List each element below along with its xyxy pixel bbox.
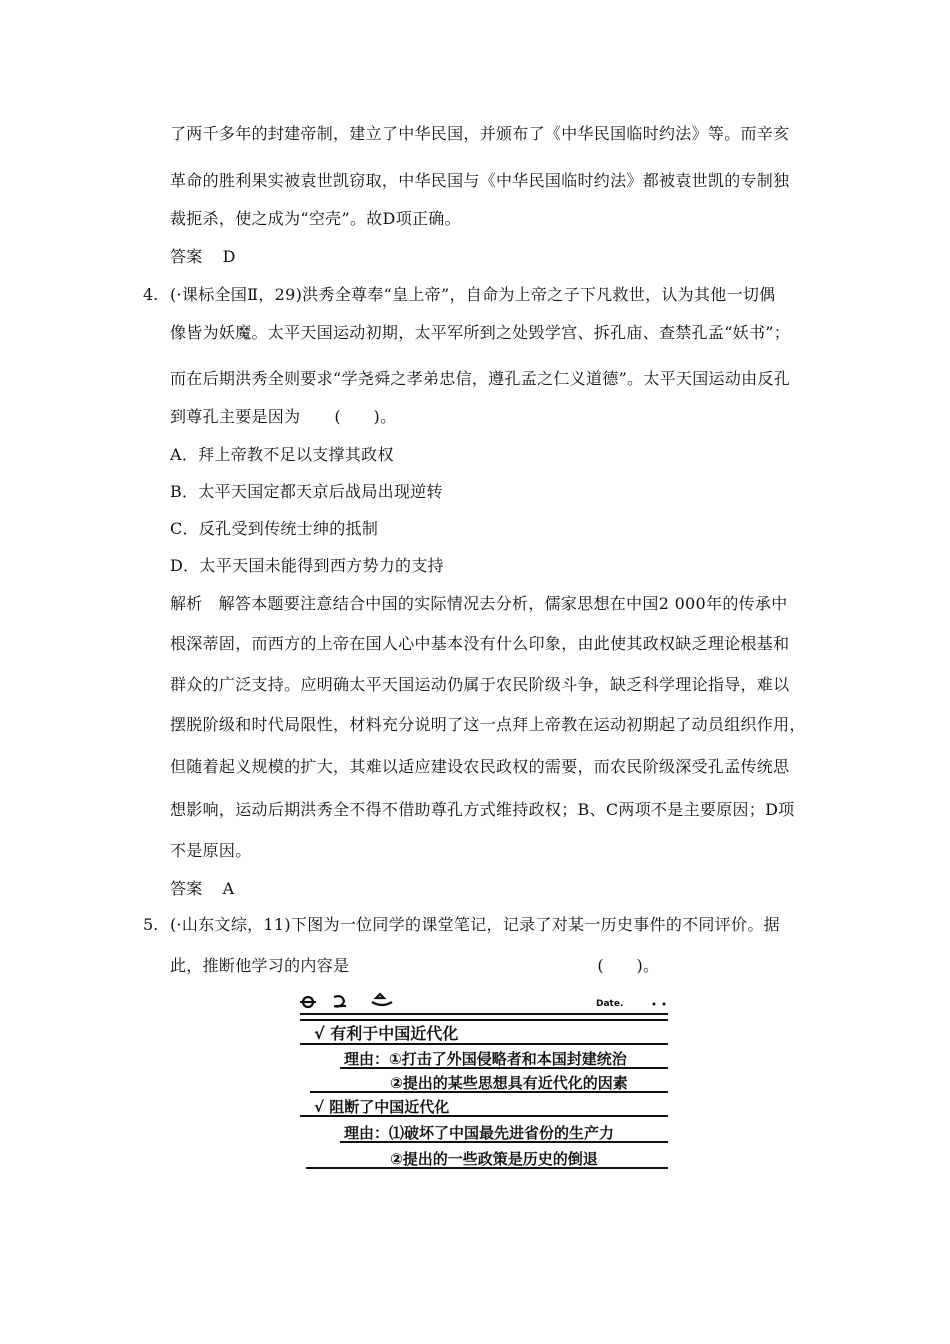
q3-answer xyxy=(170,247,236,267)
q5-stem-line-2 xyxy=(170,956,659,976)
q4-explanation-line-2: 根深蒂固，而西方的上帝在国人心中基本没有什么印象，由此使其政权缺乏理论根基和 xyxy=(170,634,790,653)
q3-answer-value: D xyxy=(222,247,236,266)
q5-answer-blank: ( )。 xyxy=(597,956,660,975)
q5-number: 5. xyxy=(143,915,159,934)
q3-explanation-line-3: 裁扼杀，使之成为“空壳”。故D项正确。 xyxy=(170,209,461,228)
q4-answer-value: A xyxy=(222,879,235,898)
q5-stem-line-2-text: 此，推断他学习的内容是 xyxy=(170,956,350,975)
q4-explanation-line-4: 摆脱阶级和时代局限性，材料充分说明了这一点拜上帝教在运动初期起了动员组织作用， xyxy=(170,715,806,734)
q4-option-d: D．太平天国未能得到西方势力的支持 xyxy=(170,556,444,575)
q3-explanation-line-1: 了两千多年的封建帝制，建立了中华民国，并颁布了《中华民国临时约法》等。而辛亥 xyxy=(170,124,790,143)
q4-stem-line-4 xyxy=(170,407,396,427)
note-header-doodle-icon xyxy=(300,994,392,1007)
q4-stem-line-1: (·课标全国Ⅱ，29)洪秀全尊奉“皇上帝”，自命为上帝之子下凡救世，认为其他一切偶 xyxy=(170,285,776,304)
note-line-2: 理由：①打击了外国侵略者和本国封建统治 xyxy=(344,1050,627,1068)
note-line-1: √ 有利于中国近代化 xyxy=(314,1024,459,1043)
q3-answer-label: 答案 xyxy=(170,247,203,266)
q4-option-c: C．反孔受到传统士绅的抵制 xyxy=(170,519,379,538)
q4-answer-label: 答案 xyxy=(170,879,203,898)
note-line-4: √ 阻断了中国近代化 xyxy=(314,1098,450,1116)
q4-explanation-label: 解析 xyxy=(170,594,203,613)
q4-option-a: A．拜上帝教不足以支撑其政权 xyxy=(170,445,394,464)
note-date-mark: Date. xyxy=(596,999,624,1009)
q4-number: 4. xyxy=(143,285,159,304)
q3-explanation-line-2: 革命的胜利果实被袁世凯窃取，中华民国与《中华民国临时约法》都被袁世凯的专制独 xyxy=(170,171,790,190)
q4-explanation-line-3: 群众的广泛支持。应明确太平天国运动仍属于农民阶级斗争，缺乏科学理论指导，难以 xyxy=(170,675,790,694)
q4-answer xyxy=(170,879,234,899)
q4-option-b: B．太平天国定都天京后战局出现逆转 xyxy=(170,482,443,501)
q4-explanation-line-1 xyxy=(170,594,788,614)
q4-stem-line-3: 而在后期洪秀全则要求“学尧舜之孝弟忠信，遵孔孟之仁义道德”。太平天国运动由反孔 xyxy=(170,369,791,388)
q4-stem-line-4-text: 到尊孔主要是因为 xyxy=(170,407,301,426)
q4-explanation-text-1: 解答本题要注意结合中国的实际情况去分析，儒家思想在中国2 000年的传承中 xyxy=(218,594,788,613)
q4-explanation-line-6: 想影响，运动后期洪秀全不得不借助尊孔方式维持政权；B、C两项不是主要原因；D项 xyxy=(170,800,795,819)
q5-stem-line-1: (·山东文综，11)下图为一位同学的课堂笔记，记录了对某一历史事件的不同评价。据 xyxy=(170,915,780,934)
q4-answer-blank: ( )。 xyxy=(334,407,397,426)
q4-explanation-line-7: 不是原因。 xyxy=(170,841,252,860)
q4-stem-line-2: 像皆为妖魔。太平天国运动初期，太平军所到之处毁学宫、拆孔庙、查禁孔孟“妖书”； xyxy=(170,323,791,342)
handwritten-note-image xyxy=(296,992,672,1176)
note-line-5: 理由：⑴破坏了中国最先进省份的生产力 xyxy=(344,1124,615,1142)
note-line-3: ②提出的某些思想具有近代化的因素 xyxy=(390,1074,628,1092)
q4-explanation-line-5: 但随着起义规模的扩大，其难以适应建设农民政权的需要，而农民阶级深受孔孟传统思 xyxy=(170,757,790,776)
note-line-6: ②提出的一些政策是历史的倒退 xyxy=(390,1150,598,1168)
